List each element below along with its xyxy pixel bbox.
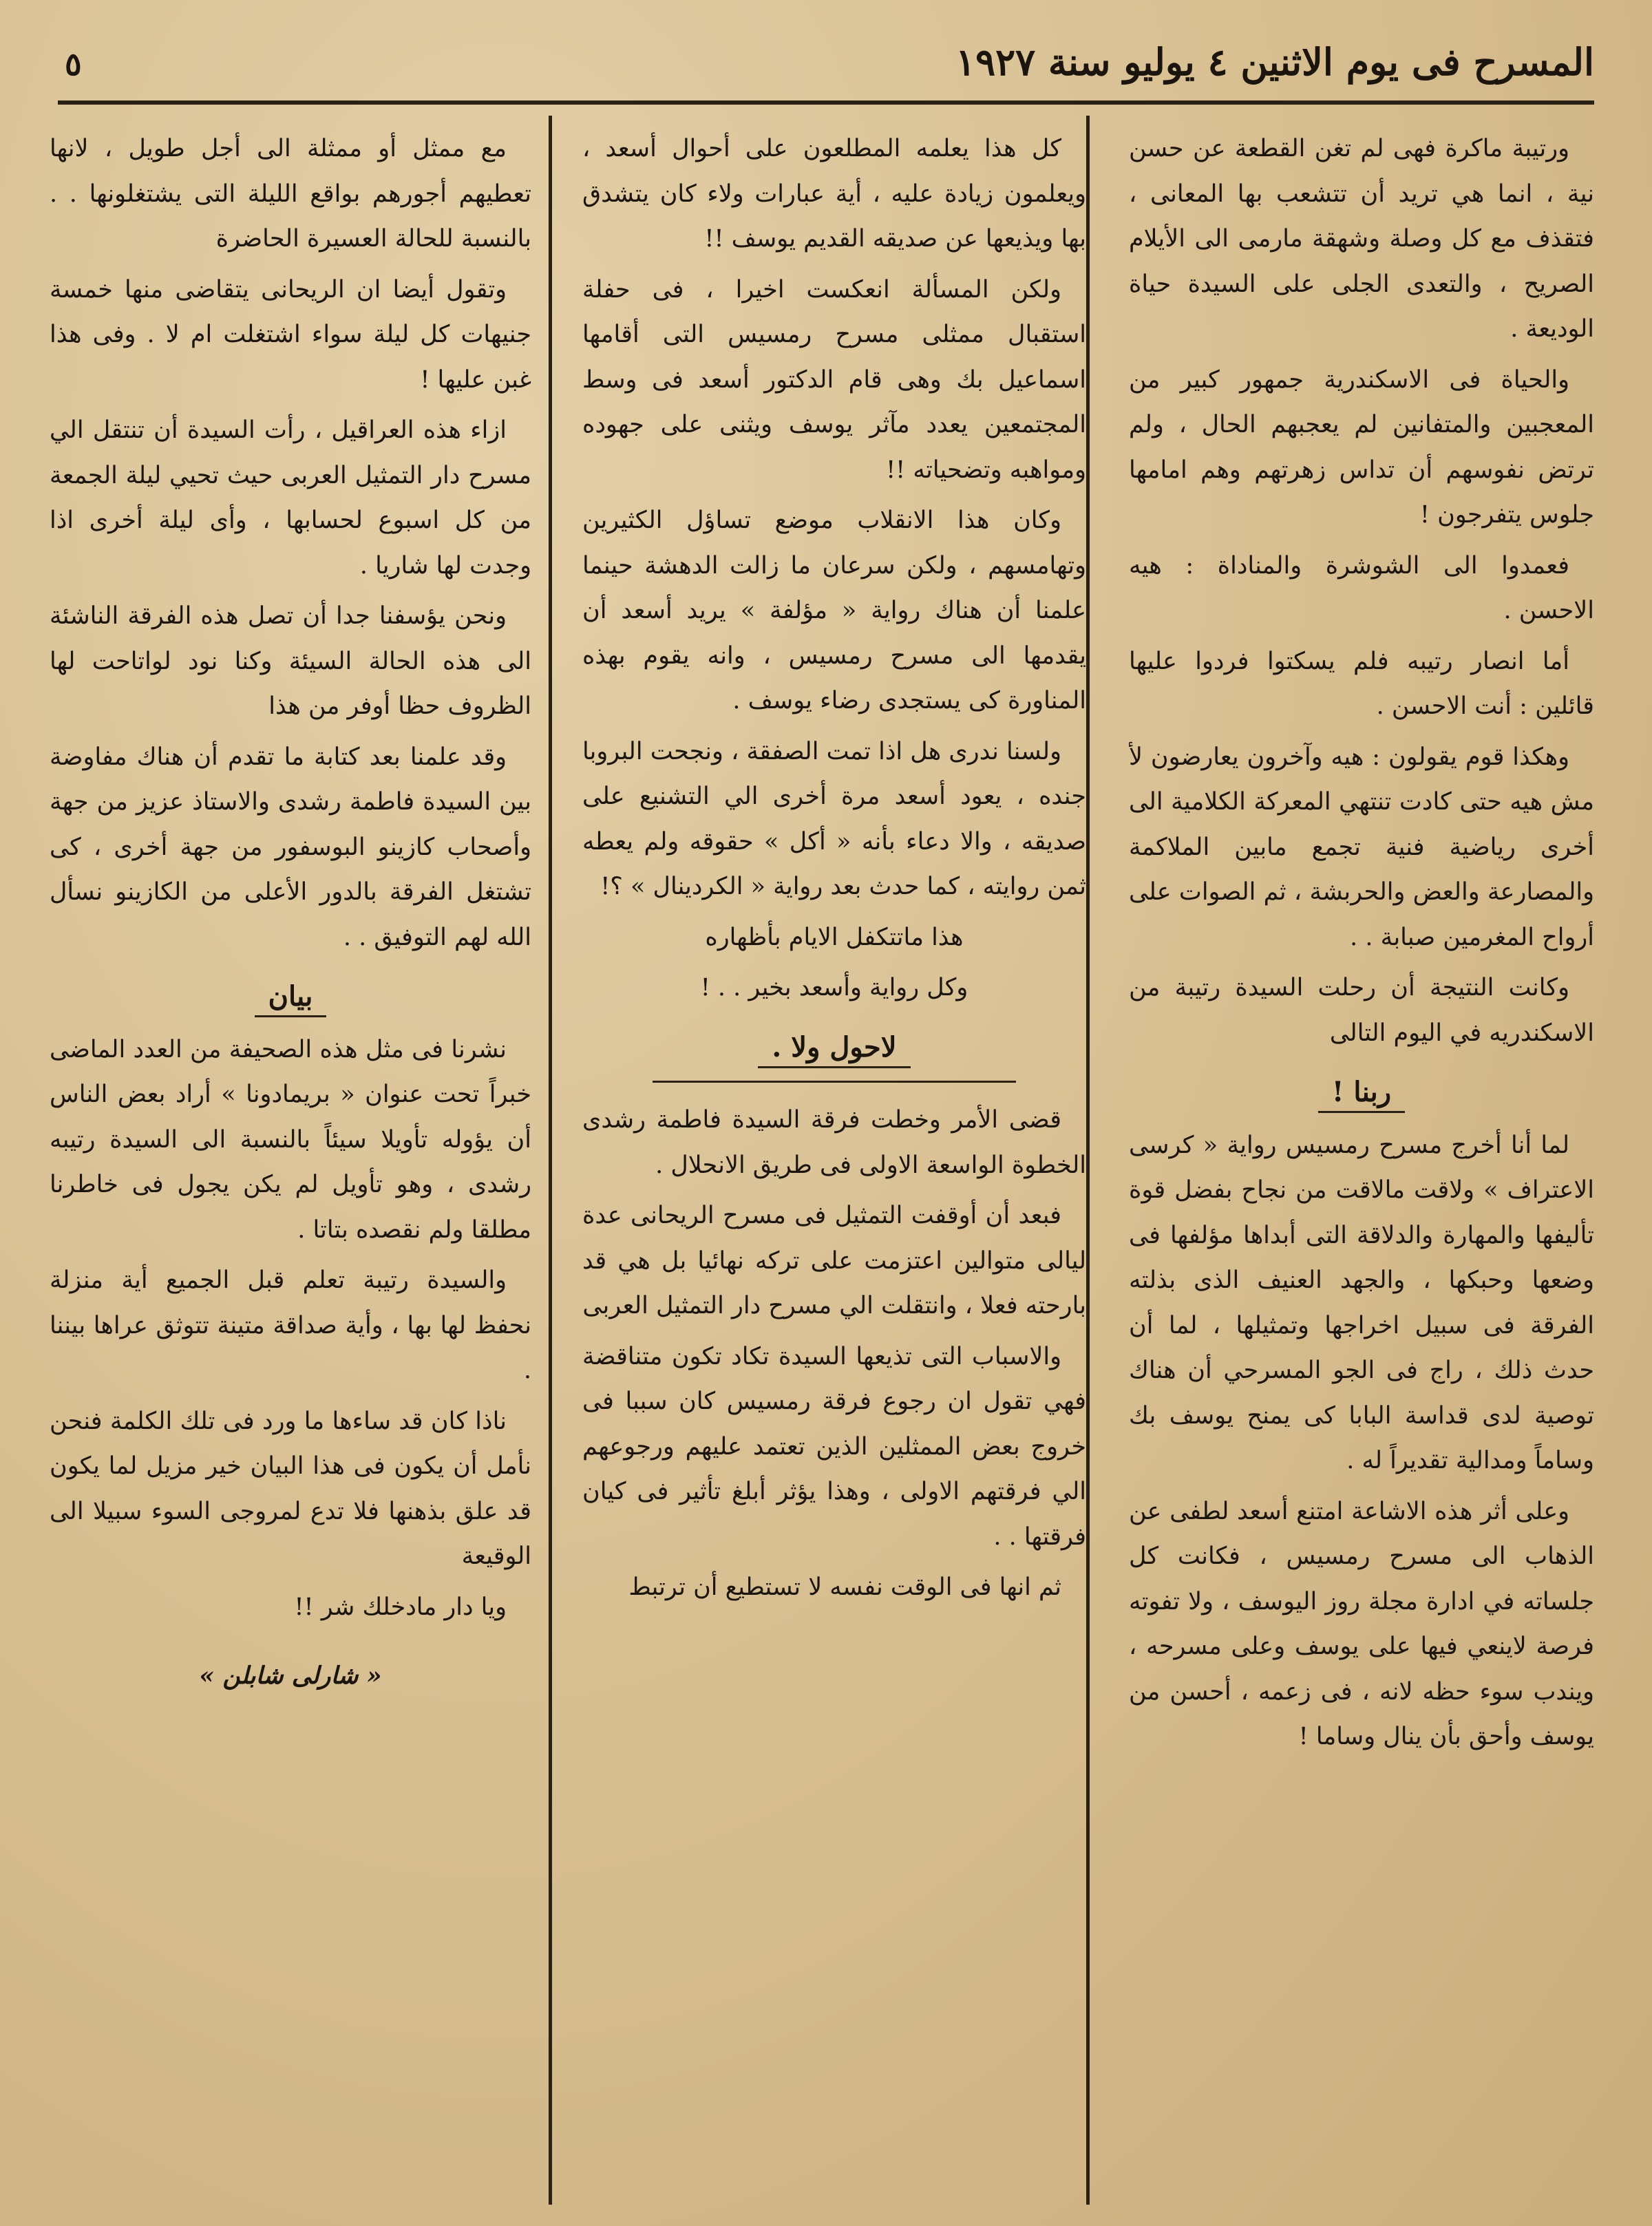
article-paragraph: وقد علمنا بعد كتابة ما تقدم أن هناك مفاوضة بين السيدة فاطمة رشدى والاستاذ عزيز من جهة وأصحاب كازينو البوسفور من جهة أخرى ، كى تشتغل الفرقة بالدور الأعلى من الكازينو نسأل الله لهم التوفيق . .: [50, 743, 531, 951]
article-paragraph: ونحن يؤسفنا جدا أن تصل هذه الفرقة الناشئة الى هذه الحالة السيئة وكنا نود لواتاحت لها الظروف حظا أوفر من هذا: [50, 602, 531, 720]
article-paragraph: وكان هذا الانقلاب موضع تساؤل الكثيرين وتهامسهم ، ولكن سرعان ما زالت الدهشة حينما علمنا أن هناك رواية « مؤلفة » يريد أسعد أن يقدمها الى مسرح رمسيس ، وانه يقوم بهذه المناورة كى يستجدى رضاء يوسف .: [582, 507, 1086, 714]
article-paragraph: ولكن المسألة انعكست اخيرا ، فى حفلة استقبال ممثلى مسرح رمسيس التى أقامها اسماعيل بك وهى قام الدكتور أسعد فى وسط المجتمعين يعدد مآثر يوسف ويثنى على جهوده ومواهبه وتضحياته !!: [582, 275, 1086, 484]
article-paragraph: وعلى أثر هذه الاشاعة امتنع أسعد لطفى عن الذهاب الى مسرح رمسيس ، فكانت كل جلساته في ادارة مجلة روز اليوسف ، ولا تفوته فرصة لاينعي فيها على يوسف وعلى مسرحه ، ويندب سوء حظه لانه ، فى زعمه ، أحسن من يوسف وأحق بأن ينال وساما !: [1129, 1497, 1594, 1750]
section-separator: [653, 1081, 1015, 1083]
masthead: [58, 33, 1594, 102]
column-divider-right: [1086, 116, 1090, 2205]
article-paragraph: ناذا كان قد ساءها ما ورد فى تلك الكلمة فنحن نأمل أن يكون فى هذا البيان خير مزيل لما يكون قد علق بذهنها فلا تدع لمروجى السوء سبيلا الى الوقيعة: [50, 1407, 531, 1570]
section-heading-text: لاحول ولا .: [758, 1031, 910, 1068]
article-paragraph: فبعد أن أوقفت التمثيل فى مسرح الريحانى عدة ليالى متوالين اعتزمت على تركه نهائيا بل هي قد بارحته فعلا ، وانتقلت الي مسرح دار التمثيل العربى: [582, 1202, 1086, 1319]
column-divider-left: [549, 116, 552, 2205]
article-paragraph: نشرنا فى مثل هذه الصحيفة من العدد الماضى خبراً تحت عنوان « بريمادونا » أراد بعض الناس أن يؤوله تأويلا سيئاً بالنسبة الى السيدة رتيبه رشدى ، وهو تأويل لم يكن يجول فى خاطرنا مطلقا ولم نقصده بتاتا .: [50, 1035, 531, 1244]
section-heading: [50, 974, 531, 1019]
verse-line: هذا ماتتكفل الايام بأظهاره: [705, 923, 964, 951]
article-paragraph: ورتيبة ماكرة فهى لم تغن القطعة عن حسن نية ، انما هي تريد أن تتشعب بها المعانى ، فتقذف مع كل وصلة وشهقة مارمى الى الأيلام الصريح ، والتعدى الجلى على السيدة حياة الوديعة .: [1129, 135, 1594, 343]
article-paragraph: مع ممثل أو ممثلة الى أجل طويل ، لانها تعطيهم أجورهم بواقع الليلة التى يشتغلونها . . بالنسبة للحالة العسيرة الحاضرة: [50, 135, 531, 253]
article-paragraph: والسيدة رتيبة تعلم قبل الجميع أية منزلة نحفظ لها بها ، وأية صداقة متينة تتوثق عراها بيننا .: [50, 1266, 531, 1384]
article-paragraph: ويا دار مادخلك شر !!: [294, 1593, 507, 1621]
section-heading: [1129, 1070, 1594, 1115]
article-paragraph: والحياة فى الاسكندرية جمهور كبير من المعجبين والمتفانين لم يعجبهم الحال ، ولم ترتض نفوسهم أن تداس زهرتهم وهم امامها جلوس يتفرجون !: [1129, 365, 1594, 529]
column-right: [1129, 127, 1594, 2198]
header-rule: [58, 100, 1594, 105]
article-paragraph: ثم انها فى الوقت نفسه لا تستطيع أن ترتبط: [628, 1573, 1061, 1601]
article-paragraph: قضى الأمر وخطت فرقة السيدة فاطمة رشدى الخطوة الواسعة الاولى فى طريق الانحلال .: [582, 1106, 1086, 1179]
column-middle: [582, 127, 1086, 2198]
section-heading-text: بيان: [255, 980, 327, 1017]
article-paragraph: لما أنا أخرج مسرح رمسيس رواية « كرسى الاعتراف » ولاقت مالاقت من نجاح بفضل قوة تأليفها والمهارة والدلاقة التى أبداها مؤلفها فى وضعها وحبكها ، والجهد العنيف الذى بذلته الفرقة فى سبيل اخراجها وتمثيلها ، لما أن حدث ذلك ، راج فى الجو المسرحي أن هناك توصية لدى قداسة البابا كى يمنح يوسف بك وساماً ومدالية تقديراً له .: [1129, 1131, 1594, 1474]
article-paragraph: ولسنا ندرى هل اذا تمت الصفقة ، ونجحت البروبا جنده ، يعود أسعد مرة أخرى الي التشنيع على صديقه ، والا دعاء بأنه « أكل » حقوقه ولم يعطه ثمن روايته ، كما حدث بعد رواية « الكردينال » ؟!: [582, 737, 1086, 900]
article-paragraph: أما انصار رتيبه فلم يسكتوا فردوا عليها قائلين : أنت الاحسن .: [1129, 647, 1594, 720]
article-paragraph: ازاء هذه العراقيل ، رأت السيدة أن تنتقل الي مسرح دار التمثيل العربى حيث تحيي ليلة الجمعة من كل اسبوع لحسابها ، وأى ليلة أخرى اذا وجدت لها شاريا .: [50, 416, 531, 580]
column-left: [50, 127, 531, 2198]
verse-line: وكل رواية وأسعد بخير . . !: [700, 974, 968, 1001]
article-paragraph: وتقول أيضا ان الريحانى يتقاضى منها خمسة جنيهات كل ليلة سواء اشتغلت ام لا . وفى هذا غبن عليها !: [50, 275, 531, 394]
author-signature: « شارلى شابلن »: [199, 1662, 382, 1690]
section-heading-text: ربنا !: [1318, 1076, 1405, 1113]
header-title: المسرح فى يوم الاثنين ٤ يوليو سنة ١٩٢٧: [955, 40, 1594, 84]
article-paragraph: فعمدوا الى الشوشرة والمناداة : هيه الاحسن .: [1129, 551, 1594, 624]
article-paragraph: والاسباب التى تذيعها السيدة تكاد تكون متناقضة فهي تقول ان رجوع فرقة رمسيس كان سببا فى خروج بعض الممثلين الذين تعتمد عليهم ورجوعهم الي فرقتهم الاولى ، وهذا يؤثر أبلغ تأثير فى كيان فرقتها . .: [582, 1342, 1086, 1551]
article-paragraph: وهكذا قوم يقولون : هيه وآخرون يعارضون لأ مش هيه حتى كادت تنتهي المعركة الكلامية الى أخرى رياضية فنية تجمع مابين الملاكمة والمصارعة والعض والحربشة ، ثم الصوات على أرواح المغرمين صبابة . .: [1129, 743, 1594, 951]
article-paragraph: وكانت النتيجة أن رحلت السيدة رتيبة من الاسكندريه في اليوم التالى: [1129, 974, 1594, 1047]
page-number: ٥: [65, 45, 82, 83]
article-paragraph: كل هذا يعلمه المطلعون على أحوال أسعد ، ويعلمون زيادة عليه ، أية عبارات ولاء كان يتشدق بها ويذيعها عن صديقه القديم يوسف !!: [582, 135, 1086, 253]
section-heading: [582, 1025, 1086, 1070]
